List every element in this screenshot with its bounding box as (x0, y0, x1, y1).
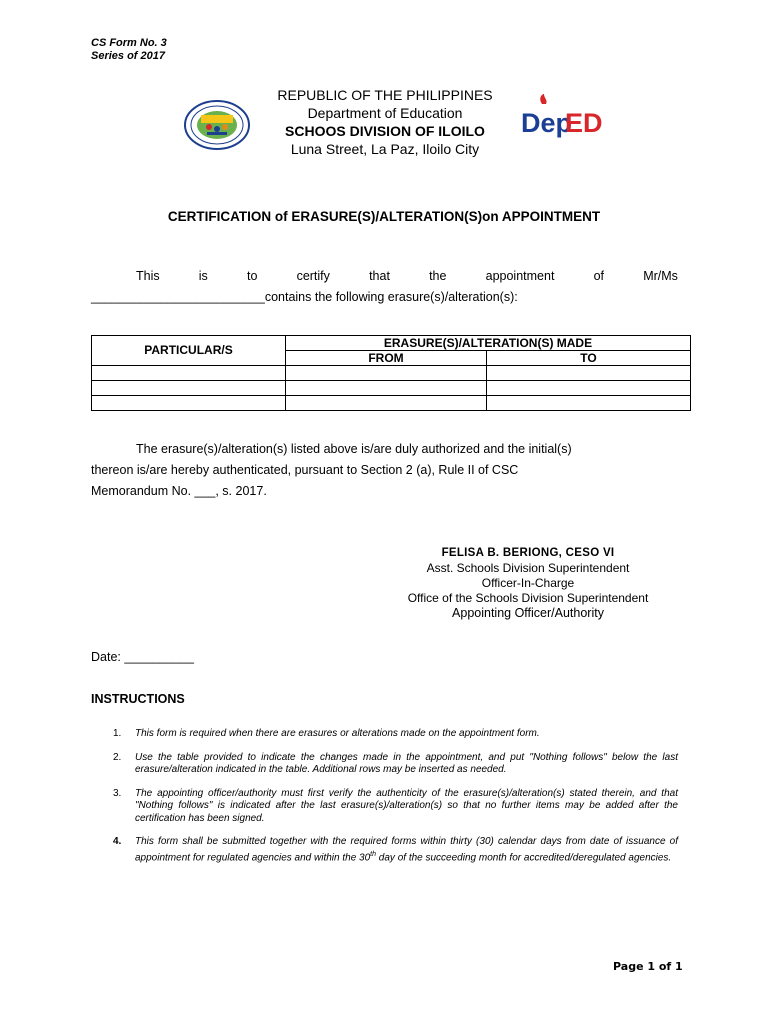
table-row (92, 396, 691, 411)
list-item (113, 836, 678, 864)
form-series-line: Series of 2017 (91, 50, 165, 62)
to-header: TO (487, 351, 691, 366)
word: of (593, 269, 605, 283)
auth-line-2: thereon is/are hereby authenticated, pursuant to Section 2 (a), Rule II of CSC (91, 463, 519, 477)
word: is (198, 269, 208, 283)
item-number: 1. (113, 728, 122, 739)
date-field[interactable] (91, 650, 194, 664)
form-number (91, 37, 167, 63)
item-number: 2. (113, 751, 122, 763)
word: the (429, 269, 447, 283)
deped-logo-dep: Dep (521, 108, 573, 138)
instructions-list (113, 728, 678, 875)
item-number: 3. (113, 787, 122, 799)
certify-line-1 (91, 266, 678, 287)
form-number-line: CS Form No. 3 (91, 37, 167, 49)
superscript: th (370, 850, 377, 858)
authentication-paragraph (91, 439, 678, 502)
table-row (92, 381, 691, 396)
item-text-part: This form shall be submitted together with the required forms within thirty (30) calendar days from date of issuance of appointment for regulated agencies and within the 30 (135, 836, 678, 863)
instructions-heading: INSTRUCTIONS (91, 692, 185, 706)
table-cell[interactable] (286, 396, 487, 411)
particulars-header: PARTICULAR/S (92, 336, 286, 366)
erasure-table (91, 335, 691, 411)
address-line: Luna Street, La Paz, Iloilo City (290, 141, 480, 157)
auth-line-1: The erasure(s)/alteration(s) listed above is/are duly authorized and the initial(s) (136, 442, 572, 456)
letterhead (254, 86, 516, 158)
table-cell[interactable] (487, 381, 691, 396)
signatory-block (380, 546, 676, 621)
signatory-name: FELISA B. BERIONG, CESO VI (441, 547, 615, 559)
word: to (246, 269, 258, 283)
document-title: CERTIFICATION of ERASURE(S)/ALTERATION(S)on APPOINTMENT (167, 209, 601, 224)
item-text: This form is required when there are erasures or alterations made on the appointment form. (135, 728, 540, 739)
item-text: Use the table provided to indicate the changes made in the appointment, and put "Nothing follows" below the last erasure/alteration indicated in the table. Additional rows may be inserted as needed. (135, 751, 678, 775)
table-cell[interactable] (92, 381, 286, 396)
item-text-part: day of the succeeding month for accredited/deregulated agencies. (376, 851, 672, 863)
word: appointment (485, 269, 555, 283)
list-item (113, 728, 678, 741)
list-item (113, 752, 678, 777)
list-item (113, 788, 678, 826)
certify-rest: contains the following erasure(s)/alteration(s): (264, 290, 518, 304)
table-cell[interactable] (487, 396, 691, 411)
certify-paragraph (91, 266, 678, 308)
division-seal-icon (183, 99, 251, 151)
certify-line-2 (91, 287, 678, 308)
item-text (135, 836, 678, 864)
table-cell[interactable] (286, 381, 487, 396)
signatory-title: Officer-In-Charge (481, 576, 575, 590)
table-cell[interactable] (92, 396, 286, 411)
republic-line: REPUBLIC OF THE PHILIPPINES (277, 87, 493, 103)
deped-logo-ed: ED (565, 108, 603, 138)
from-header: FROM (286, 351, 487, 366)
word: Mr/Ms (643, 269, 678, 283)
table-cell[interactable] (487, 366, 691, 381)
signatory-title: Office of the Schools Division Superintendent (407, 591, 649, 605)
item-text: The appointing officer/authority must first verify the authenticity of the erasure(s)/alteration(s) stated therein, and that "Nothing follows" is indicated after the last erasure(s)/alteration(s) so that no further items may be added after the certification has been signed. (135, 787, 678, 824)
date-label: Date: (91, 650, 121, 664)
item-number: 4. (113, 836, 122, 847)
deped-logo-icon (520, 94, 606, 140)
word: certify (296, 269, 330, 283)
auth-line-3: Memorandum No. ___, s. 2017. (91, 484, 267, 498)
table-cell[interactable] (92, 366, 286, 381)
signatory-title: Asst. Schools Division Superintendent (426, 561, 630, 575)
table-row (92, 366, 691, 381)
signatory-role: Appointing Officer/Authority (452, 606, 604, 620)
department-line: Department of Education (307, 105, 463, 121)
name-blank: _________________________ (91, 290, 265, 304)
erasure-group-header: ERASURE(S)/ALTERATION(S) MADE (286, 336, 691, 351)
date-blank: __________ (124, 650, 194, 664)
page-number: Page 1 of 1 (613, 960, 683, 973)
word: This (136, 269, 160, 283)
division-line: SCHOOS DIVISION OF ILOILO (285, 123, 485, 139)
word: that (369, 269, 390, 283)
table-cell[interactable] (286, 366, 487, 381)
